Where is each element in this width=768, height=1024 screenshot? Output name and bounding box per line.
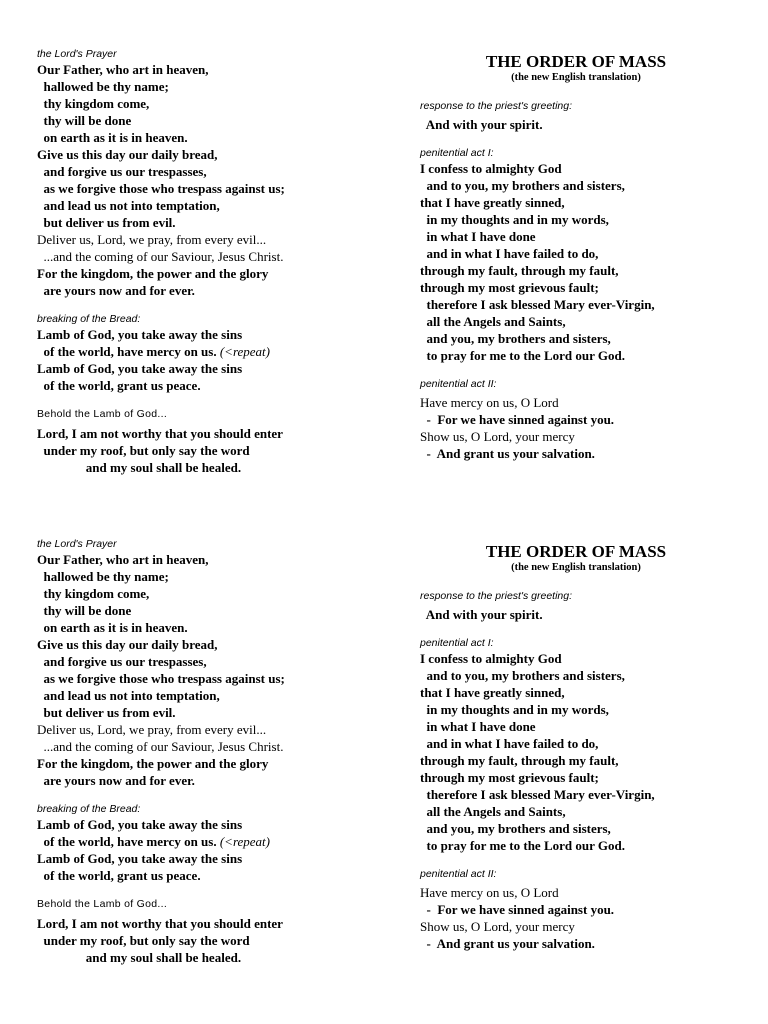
priest-line: Deliver us, Lord, we pray, from every evil... — [37, 232, 267, 247]
confiteor-line: in my thoughts and in my words, — [420, 702, 609, 717]
prayer-line: Our Father, who art in heaven, — [37, 62, 209, 77]
people-response: - And grant us your salvation. — [420, 446, 595, 461]
prayer-line: as we forgive those who trespass against us; — [37, 181, 285, 196]
greeting-label: response to the priest's greeting: — [420, 100, 573, 112]
repeat-note: (<repeat) — [219, 344, 271, 359]
greeting-response: And with your spirit. — [420, 607, 543, 622]
lords-prayer-label: the Lord's Prayer — [37, 48, 117, 60]
greeting-response: And with your spirit. — [420, 117, 543, 132]
prayer-line: thy will be done — [37, 603, 132, 618]
people-response: - For we have sinned against you. — [420, 412, 615, 427]
left-column — [37, 47, 367, 476]
confiteor-line: and to you, my brothers and sisters, — [420, 668, 625, 683]
repeat-note: (<repeat) — [219, 834, 271, 849]
confiteor-line: and you, my brothers and sisters, — [420, 821, 611, 836]
worthy-line: under my roof, but only say the word — [37, 443, 250, 458]
prayer-line: and lead us not into temptation, — [37, 688, 220, 703]
lamb-line: of the world, grant us peace. — [37, 378, 201, 393]
priest-line: Show us, O Lord, your mercy — [420, 429, 575, 444]
priest-line: Deliver us, Lord, we pray, from every evil... — [37, 722, 267, 737]
confiteor-line: in what I have done — [420, 229, 536, 244]
lords-prayer-label: the Lord's Prayer — [37, 538, 117, 550]
prayer-line: hallowed be thy name; — [37, 569, 169, 584]
lamb-line — [37, 343, 367, 360]
breaking-bread-label: breaking of the Bread: — [37, 313, 141, 325]
lords-prayer-text — [37, 551, 367, 721]
prayer-line: thy kingdom come, — [37, 586, 150, 601]
confiteor-line: through my most grievous fault; — [420, 280, 599, 295]
prayer-line: and forgive us our trespasses, — [37, 164, 207, 179]
behold-label: Behold the Lamb of God... — [37, 898, 168, 910]
page-title: THE ORDER OF MASS — [485, 52, 667, 71]
lamb-line: Lamb of God, you take away the sins — [37, 817, 243, 832]
breaking-bread-label: breaking of the Bread: — [37, 803, 141, 815]
prayer-line: thy will be done — [37, 113, 132, 128]
confiteor-line: and in what I have failed to do, — [420, 736, 599, 751]
lamb-line: Lamb of God, you take away the sins — [37, 361, 243, 376]
prayer-line: hallowed be thy name; — [37, 79, 169, 94]
prayer-line: Our Father, who art in heaven, — [37, 552, 209, 567]
confiteor-line: all the Angels and Saints, — [420, 804, 566, 819]
worthy-line: Lord, I am not worthy that you should enter — [37, 916, 283, 931]
priest-line: Show us, O Lord, your mercy — [420, 919, 575, 934]
prayer-line: on earth as it is in heaven. — [37, 130, 188, 145]
priest-line: Have mercy on us, O Lord — [420, 885, 559, 900]
prayer-line: Give us this day our daily bread, — [37, 147, 218, 162]
lamb-line: Lamb of God, you take away the sins — [37, 327, 243, 342]
priest-line: Have mercy on us, O Lord — [420, 395, 559, 410]
confiteor-line: I confess to almighty God — [420, 161, 562, 176]
confiteor-line: in what I have done — [420, 719, 536, 734]
confiteor-line: to pray for me to the Lord our God. — [420, 838, 625, 853]
lords-prayer-text — [37, 61, 367, 231]
confiteor-line: therefore I ask blessed Mary ever-Virgin, — [420, 787, 655, 802]
lamb-line: Lamb of God, you take away the sins — [37, 851, 243, 866]
doxology-line: For the kingdom, the power and the glory — [37, 266, 269, 281]
confiteor-line: through my fault, through my fault, — [420, 753, 619, 768]
prayer-line: and lead us not into temptation, — [37, 198, 220, 213]
confiteor-line: in my thoughts and in my words, — [420, 212, 609, 227]
prayer-line: but deliver us from evil. — [37, 215, 176, 230]
penitential-act-1-label: penitential act I: — [420, 147, 494, 159]
confiteor-text — [420, 160, 750, 364]
greeting-label: response to the priest's greeting: — [420, 590, 573, 602]
page-subtitle: (the new English translation) — [511, 562, 641, 573]
prayer-line: but deliver us from evil. — [37, 705, 176, 720]
confiteor-line: and you, my brothers and sisters, — [420, 331, 611, 346]
priest-line: ...and the coming of our Saviour, Jesus Christ. — [37, 249, 284, 264]
confiteor-line: therefore I ask blessed Mary ever-Virgin, — [420, 297, 655, 312]
prayer-line: thy kingdom come, — [37, 96, 150, 111]
worthy-line: Lord, I am not worthy that you should enter — [37, 426, 283, 441]
doxology-line: are yours now and for ever. — [37, 283, 195, 298]
doxology-line: For the kingdom, the power and the glory — [37, 756, 269, 771]
confiteor-line: that I have greatly sinned, — [420, 195, 565, 210]
priest-line: ...and the coming of our Saviour, Jesus Christ. — [37, 739, 284, 754]
behold-label: Behold the Lamb of God... — [37, 408, 168, 420]
prayer-line: Give us this day our daily bread, — [37, 637, 218, 652]
left-column — [37, 537, 367, 966]
confiteor-line: to pray for me to the Lord our God. — [420, 348, 625, 363]
prayer-line: and forgive us our trespasses, — [37, 654, 207, 669]
lamb-line-text: of the world, have mercy on us. — [37, 344, 220, 359]
confiteor-line: I confess to almighty God — [420, 651, 562, 666]
worthy-line: and my soul shall be healed. — [37, 950, 242, 965]
right-column — [420, 47, 750, 462]
mass-card-bottom — [0, 490, 768, 980]
confiteor-line: that I have greatly sinned, — [420, 685, 565, 700]
page-subtitle: (the new English translation) — [511, 72, 641, 83]
page-title: THE ORDER OF MASS — [485, 542, 667, 561]
confiteor-line: and in what I have failed to do, — [420, 246, 599, 261]
confiteor-line: all the Angels and Saints, — [420, 314, 566, 329]
lamb-line — [37, 833, 367, 850]
prayer-line: as we forgive those who trespass against us; — [37, 671, 285, 686]
confiteor-text — [420, 650, 750, 854]
worthy-line: under my roof, but only say the word — [37, 933, 250, 948]
confiteor-line: and to you, my brothers and sisters, — [420, 178, 625, 193]
prayer-line: on earth as it is in heaven. — [37, 620, 188, 635]
mass-card-top — [0, 0, 768, 490]
people-response: - And grant us your salvation. — [420, 936, 595, 951]
penitential-act-2-label: penitential act II: — [420, 378, 497, 390]
confiteor-line: through my most grievous fault; — [420, 770, 599, 785]
penitential-act-2-label: penitential act II: — [420, 868, 497, 880]
doxology-line: are yours now and for ever. — [37, 773, 195, 788]
worthy-line: and my soul shall be healed. — [37, 460, 242, 475]
penitential-act-1-label: penitential act I: — [420, 637, 494, 649]
lamb-line-text: of the world, have mercy on us. — [37, 834, 220, 849]
people-response: - For we have sinned against you. — [420, 902, 615, 917]
right-column — [420, 537, 750, 952]
confiteor-line: through my fault, through my fault, — [420, 263, 619, 278]
lamb-line: of the world, grant us peace. — [37, 868, 201, 883]
